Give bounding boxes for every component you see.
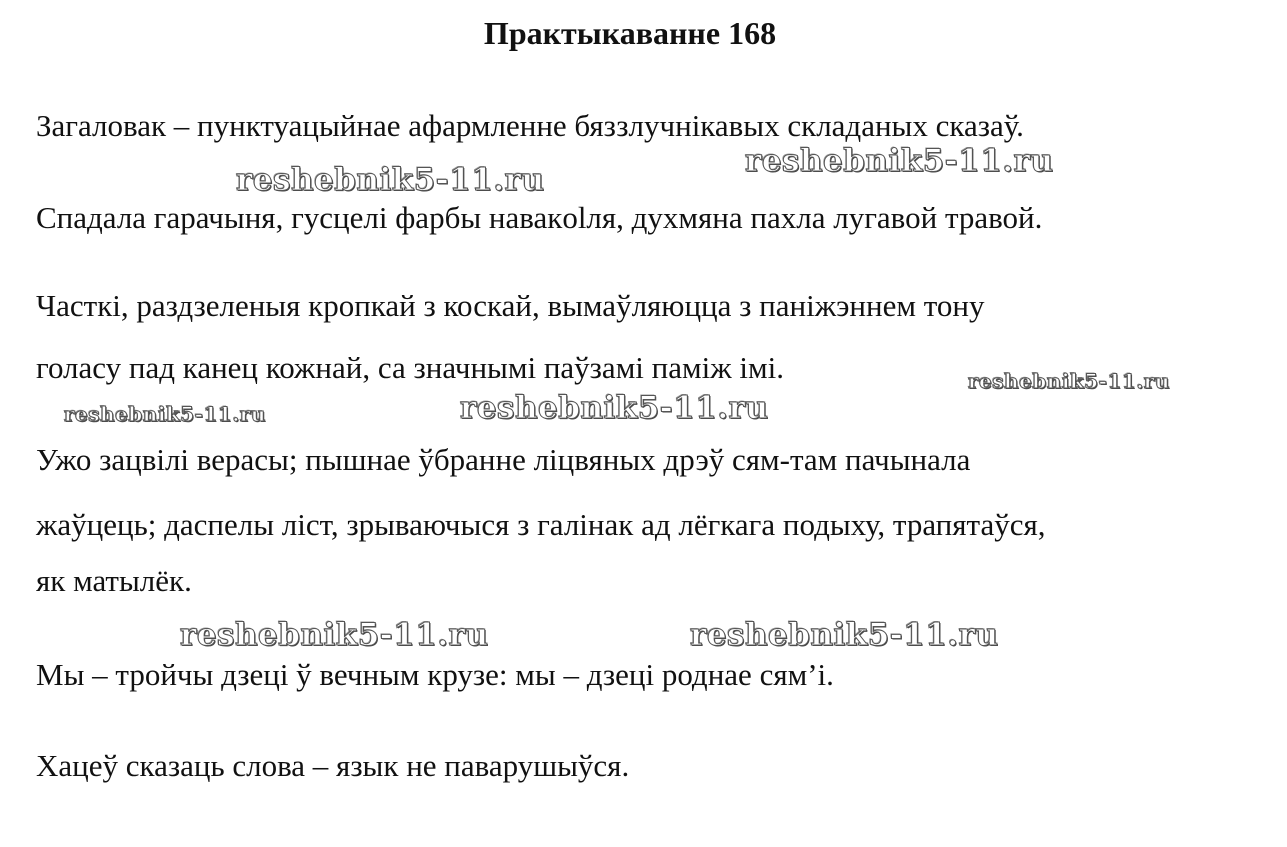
watermark: reshebnik5-11.ru [690,617,999,653]
watermark: reshebnik5-11.ru [236,162,545,198]
watermark: reshebnik5-11.ru [64,402,266,426]
text-line-1: Загаловак – пунктуацыйнае афармленне бяззлучнікавых складаных сказаў. [36,108,1024,143]
text-line-9: Хацеў сказаць слова – язык не паварушыўся. [36,748,630,783]
watermark: reshebnik5-11.ru [745,143,1054,179]
watermark: reshebnik5-11.ru [460,390,769,426]
watermark: reshebnik5-11.ru [968,369,1170,393]
watermark: reshebnik5-11.ru [180,617,489,653]
text-line-7: як матылёк. [36,563,192,598]
text-line-8: Мы – тройчы дзеці ў вечным крузе: мы – дзеці роднае сям’і. [36,657,834,692]
text-line-2: Спадала гарачыня, гусцелі фарбы навакolля, духмяна пахла лугавой травой. [36,200,1043,235]
page-title: Практыкаванне 168 [483,15,777,51]
text-line-4: голасу пад канец кожнай, са значнымі паўзамі паміж імі. [36,350,785,385]
text-line-6: жаўцець; даспелы ліст, зрываючыся з галінак ад лёгкага подыху, трапятаўся, [36,507,1046,542]
text-line-5: Ужо зацвілі верасы; пышнае ўбранне ліцвяных дрэў сям-там пачынала [36,442,971,477]
text-line-3: Часткі, раздзеленыя кропкай з коскай, вымаўляюцца з паніжэннем тону [36,288,985,323]
